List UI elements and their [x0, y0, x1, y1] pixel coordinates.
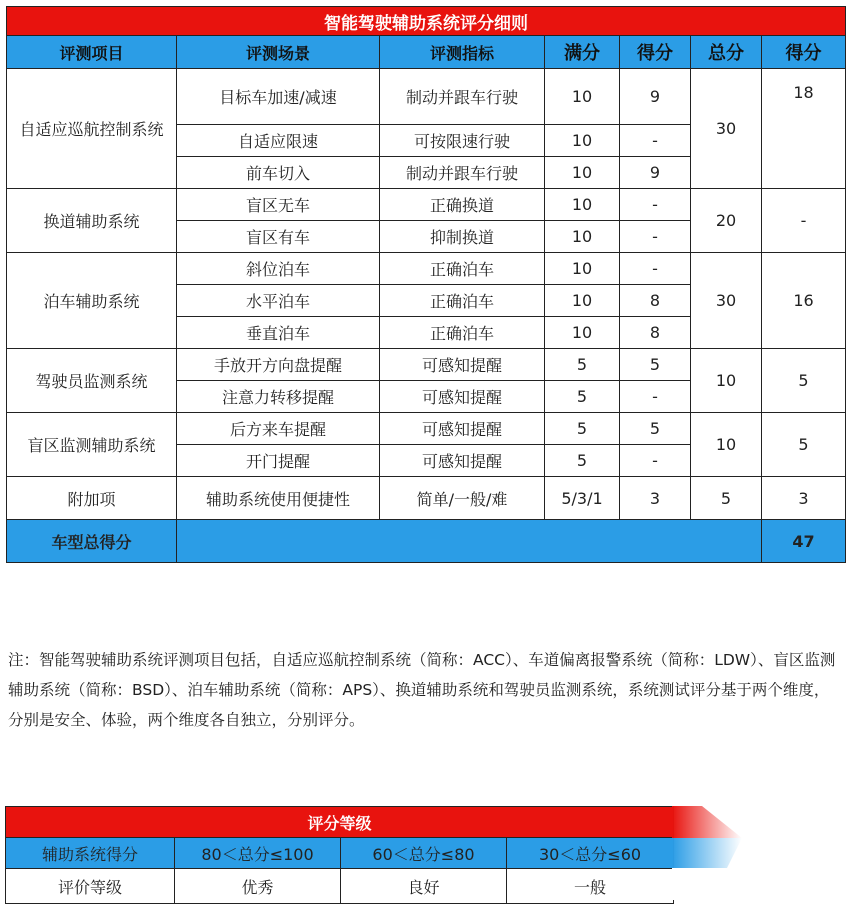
group-score-cell: 5 — [762, 349, 846, 413]
header-cell: 评测项目 — [7, 36, 177, 69]
scene-cell: 水平泊车 — [177, 285, 380, 317]
scene-cell: 自适应限速 — [177, 125, 380, 157]
item-name-cell: 换道辅助系统 — [7, 189, 177, 253]
item-name-cell: 自适应巡航控制系统 — [7, 69, 177, 189]
score-cell: 9 — [620, 157, 691, 189]
full-score-cell: 10 — [545, 253, 620, 285]
scene-cell: 斜位泊车 — [177, 253, 380, 285]
total-cell: 30 — [691, 253, 762, 349]
table-row — [7, 413, 846, 445]
scene-cell: 盲区有车 — [177, 221, 380, 253]
extra-final-cell: 3 — [762, 477, 846, 520]
header-cell: 评测指标 — [380, 36, 545, 69]
item-name-cell: 泊车辅助系统 — [7, 253, 177, 349]
full-score-cell: 5 — [545, 445, 620, 477]
scene-cell: 目标车加速/减速 — [177, 69, 380, 125]
scene-cell: 前车切入 — [177, 157, 380, 189]
score-cell: - — [620, 189, 691, 221]
score-cell: 9 — [620, 69, 691, 125]
score-cell: - — [620, 221, 691, 253]
indicator-cell: 正确换道 — [380, 189, 545, 221]
indicator-cell: 正确泊车 — [380, 253, 545, 285]
grade-title: 评分等级 — [6, 807, 674, 838]
indicator-cell: 可按限速行驶 — [380, 125, 545, 157]
score-cell: 5 — [620, 349, 691, 381]
header-cell: 评测场景 — [177, 36, 380, 69]
table-row — [7, 253, 846, 285]
grade-header-cell: 80＜总分≤100 — [175, 838, 341, 869]
extra-row — [7, 477, 846, 520]
score-cell: - — [620, 445, 691, 477]
scoring-table — [6, 6, 846, 563]
scene-cell: 垂直泊车 — [177, 317, 380, 349]
extra-total-cell: 5 — [691, 477, 762, 520]
indicator-cell: 可感知提醒 — [380, 413, 545, 445]
indicator-cell: 可感知提醒 — [380, 349, 545, 381]
full-score-cell: 10 — [545, 69, 620, 125]
indicator-cell: 正确泊车 — [380, 285, 545, 317]
indicator-cell: 制动并跟车行驶 — [380, 69, 545, 125]
grade-cell: 优秀 — [175, 869, 341, 904]
scene-cell: 注意力转移提醒 — [177, 381, 380, 413]
item-name-cell: 驾驶员监测系统 — [7, 349, 177, 413]
header-cell: 满分 — [545, 36, 620, 69]
table-row — [7, 69, 846, 125]
full-score-cell: 10 — [545, 157, 620, 189]
table-row — [7, 189, 846, 221]
full-score-cell: 10 — [545, 125, 620, 157]
footnote: 注：智能驾驶辅助系统评测项目包括，自适应巡航控制系统（简称：ACC）、车道偏离报警系统（简称：LDW）、盲区监测辅助系统（简称：BSD）、泊车辅助系统（简称：APS）、换道辅助系统和驾驶员监测系统，系统测试评分基于两个维度，分别是安全、体验，两个维度各自独立，分别评分。 — [8, 651, 836, 729]
scene-cell: 盲区无车 — [177, 189, 380, 221]
header-cell: 得分 — [762, 36, 846, 69]
grade-header-cell: 60＜总分≤80 — [341, 838, 507, 869]
group-score-cell: - — [762, 189, 846, 253]
total-value: 47 — [762, 520, 846, 563]
item-name-cell: 盲区监测辅助系统 — [7, 413, 177, 477]
arrow-decoration — [672, 806, 752, 900]
extra-indicator-cell: 简单/一般/难 — [380, 477, 545, 520]
grade-header-cell: 30＜总分≤60 — [507, 838, 674, 869]
score-cell: - — [620, 125, 691, 157]
full-score-cell: 5 — [545, 413, 620, 445]
total-cell: 30 — [691, 69, 762, 189]
score-cell: - — [620, 253, 691, 285]
indicator-cell: 可感知提醒 — [380, 381, 545, 413]
group-score-cell: 5 — [762, 413, 846, 477]
grade-header-row — [6, 838, 674, 869]
grade-cell: 评价等级 — [6, 869, 175, 904]
grade-row — [6, 869, 674, 904]
table-title: 智能驾驶辅助系统评分细则 — [7, 7, 846, 36]
header-cell: 总分 — [691, 36, 762, 69]
score-cell: - — [620, 381, 691, 413]
grade-header-cell: 辅助系统得分 — [6, 838, 175, 869]
full-score-cell: 10 — [545, 317, 620, 349]
full-score-cell: 10 — [545, 221, 620, 253]
scene-cell: 开门提醒 — [177, 445, 380, 477]
full-score-cell: 5 — [545, 349, 620, 381]
header-cell: 得分 — [620, 36, 691, 69]
total-score-row — [7, 520, 846, 563]
score-cell: 8 — [620, 285, 691, 317]
indicator-cell: 抑制换道 — [380, 221, 545, 253]
indicator-cell: 可感知提醒 — [380, 445, 545, 477]
scene-cell: 手放开方向盘提醒 — [177, 349, 380, 381]
full-score-cell: 10 — [545, 189, 620, 221]
full-score-cell: 10 — [545, 285, 620, 317]
total-cell: 20 — [691, 189, 762, 253]
group-score-cell: 18 — [762, 69, 846, 189]
score-cell: 5 — [620, 413, 691, 445]
total-cell: 10 — [691, 349, 762, 413]
group-score-cell: 16 — [762, 253, 846, 349]
extra-name-cell: 附加项 — [7, 477, 177, 520]
full-score-cell: 5 — [545, 381, 620, 413]
extra-full-cell: 5/3/1 — [545, 477, 620, 520]
extra-scene-cell: 辅助系统使用便捷性 — [177, 477, 380, 520]
extra-score-cell: 3 — [620, 477, 691, 520]
table-row — [7, 349, 846, 381]
indicator-cell: 制动并跟车行驶 — [380, 157, 545, 189]
header-row — [7, 36, 846, 69]
total-cell: 10 — [691, 413, 762, 477]
grade-cell: 一般 — [507, 869, 674, 904]
grade-cell: 良好 — [341, 869, 507, 904]
score-cell: 8 — [620, 317, 691, 349]
indicator-cell: 正确泊车 — [380, 317, 545, 349]
total-label: 车型总得分 — [7, 520, 177, 563]
scene-cell: 后方来车提醒 — [177, 413, 380, 445]
grade-table — [5, 806, 674, 904]
total-empty-cell — [177, 520, 762, 563]
